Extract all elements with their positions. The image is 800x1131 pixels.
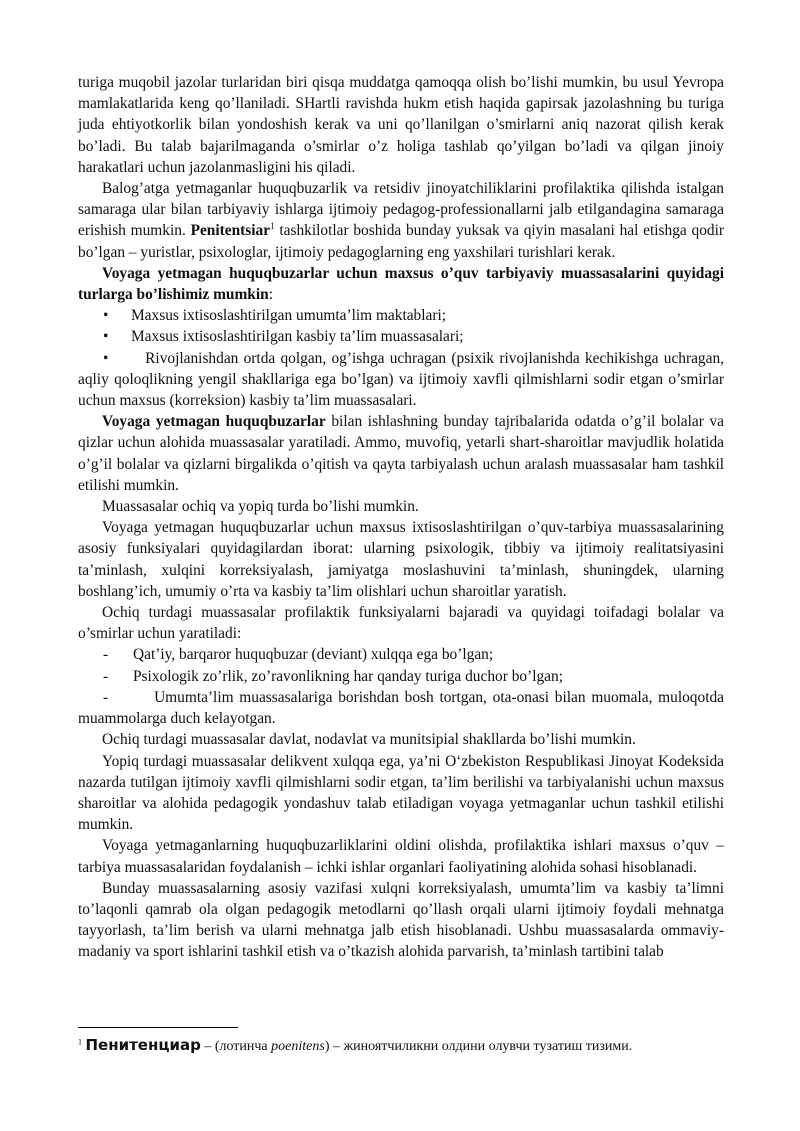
bullet-icon: •: [103, 349, 109, 367]
paragraph-2-text-a: Balog’atga yetmaganlar huquqbuzarlik va retsidiv jinoyatchiliklarini profilaktika qilishda istalgan samaraga ular bilan tarbiyaviy ishlarga ijtimoiy pedagog-professionallarni jalb etilgandagina samaraga erishish mumkin.: [78, 180, 724, 240]
paragraph-5: Muassasalar ochiq va yopiq turda bo’lishi mumkin.: [102, 498, 419, 516]
document-body: [78, 72, 724, 963]
list-item-text: Maxsus ixtisoslashtirilgan umumta’lim maktablari;: [131, 307, 447, 325]
paragraph-4-text: bilan ishlashning bunday tajribalarida odatda o’g’il bolalar va qizlar uchun alohida muassasalar yaratiladi. Ammo, muvofiq, yetarli shart-sharoitlar mavjudlik holatida o’g’il bolalar va qizlarni birgalikda o’qitish va qayta tarbiyalash uchun aralash muassasalar ham tashkil etilishi mumkin.: [78, 413, 724, 494]
dash-item-text: Psixologik zo’rlik, zo’ravonlikning har qanday turiga duchor bo’lgan;: [133, 667, 563, 685]
juvenile-offenders-term: Voyaga yetmagan huquqbuzarlar: [102, 413, 326, 431]
footnote-text-a: – (лотинча: [200, 1039, 272, 1054]
footnote-divider: [78, 1027, 238, 1028]
dash-icon: -: [103, 667, 109, 685]
list-item: [78, 348, 724, 412]
dash-list-item: [78, 644, 724, 665]
footnote: [78, 1036, 724, 1056]
paragraph-4: [78, 411, 724, 496]
list-item-text: Rivojlanishdan ortda qolgan, og’ishga uchragan (psixik rivojlanishda kechikishga uchragan, aqliy qoloqlikning yengil shakllariga ega bo’lgan) va ijtimoiy xavfli qilmishlarni sodir etgan o’smirlar uchun maxsus (korreksion) kasbiy ta’lim muassasalari.: [78, 349, 724, 410]
list-item: [78, 326, 724, 347]
paragraph-10: Voyaga yetmaganlarning huquqbuzarliklarini oldini olishda, profilaktika ishlari maxsus o’quv – tarbiya muassasalaridan foydalanish – ichki ishlar organlari faoliyatining alohida sohasi hisoblanadi.: [78, 837, 724, 876]
footnote-number: 1: [78, 1037, 82, 1047]
bullet-icon: •: [103, 328, 109, 346]
list-item-text: Maxsus ixtisoslashtirilgan kasbiy ta’lim muassasalari;: [131, 328, 464, 346]
dash-list-item: [78, 666, 724, 687]
paragraph-1: turiga muqobil jazolar turlaridan biri qisqa muddatga qamoqqa olish bo’lishi mumkin, bu usul Yevropa mamlakatlarida keng qo’llaniladi. SHartli ravishda hukm etish haqida gapirsak jazolashning bu turiga juda ehtiyotkorlik bilan yondoshish kerak va uni qo’llanilgan o’smirlarni aniq nazorat qilish kerak bo’ladi. Bu talab bajarilmaganda o’smirlar o’z holiga tashlab qo’yilgan bo’ladi va qilgan jinoiy harakatlari uchun jazolanmasligini his qiladi.: [78, 74, 724, 176]
footnote-text-b: ) – жиноятчиликни олдини олувчи тузатиш тизими.: [324, 1039, 633, 1054]
paragraph-9: Yopiq turdagi muassasalar delikvent xulqqa ega, ya’ni O‘zbekiston Respublikasi Jinoyat Kodeksida nazarda tutilgan ijtimoiy xavfli qilmishlarni sodir etgan, ta’lim berilishi va tarbiyalanishi uchun maxsus sharoitlar va alohida pedagogik yondashuv talab etiladigan voyaga yetmaganlar uchun tashkil etilishi mumkin.: [78, 752, 724, 834]
paragraph-8: Ochiq turdagi muassasalar davlat, nodavlat va munitsipial shakllarda bo’lishi mumkin.: [102, 731, 636, 749]
paragraph-11: Bunday muassasalarning asosiy vazifasi xulqni korreksiyalash, umumta’lim va kasbiy ta’limni to’laqonli qamrab ola olgan pedagogik metodlarni qo’llash orqali ularni ijtimoiy foydali mehnatga tayyorlash, ta’lim berish va ularni mehnatga jalb etish hisoblanadi. Ushbu muassasalarda ommaviy-madaniy va sport ishlarini tashkil etish va o’tkazish alohida parvarish, ta’minlash tartibini talab: [78, 879, 724, 961]
paragraph-2-text-b: tashkilotlar boshida bunday yuksak va qiyin masalani hal etishga qodir bo’lgan – yuristlar, psixologlar, ijtimoiy pedagoglarning eng yaxshilari turishlari kerak.: [78, 222, 724, 261]
dash-item-text: Qat’iy, barqaror huquqbuzar (deviant) xulqqa ega bo’lgan;: [133, 646, 494, 664]
footnote-term: Пенитенциар: [85, 1036, 201, 1054]
footnote-latin: poenitens: [271, 1039, 325, 1054]
paragraph-7: Ochiq turdagi muassasalar profilaktik funksiyalarni bajaradi va quyidagi toifadagi bolalar va o’smirlar uchun yaratiladi:: [78, 604, 724, 643]
footnote-ref[interactable]: 1: [270, 221, 275, 232]
institutions-types-heading: Voyaga yetmagan huquqbuzarlar uchun maxsus o’quv tarbiyaviy muassasalarini quyidagi turlarga bo’lishimiz mumkin: [78, 264, 724, 304]
dash-icon: -: [103, 646, 109, 664]
paragraph-3-heading: [78, 263, 724, 305]
dash-item-text: Umumta’lim muassasalariga borishdan bosh tortgan, ota-onasi bilan muomala, muloqotda muammolarga duch kelayotgan.: [78, 688, 725, 728]
dash-icon: -: [103, 688, 109, 706]
dash-list-item: [78, 687, 724, 729]
paragraph-2: [78, 178, 724, 263]
list-item: [78, 305, 724, 326]
penitentsiar-term: Penitentsiar: [190, 222, 271, 240]
heading-colon: :: [268, 286, 273, 304]
bullet-icon: •: [103, 307, 109, 325]
paragraph-6: Voyaga yetmagan huquqbuzarlar uchun maxsus ixtisoslashtirilgan o’quv-tarbiya muassasalarining asosiy funksiyalari quyidagilardan iborat: ularning psixologik, tibbiy va ijtimoiy realitatsiyasini ta’minlash, xulqini korreksiyalash, jamiyatga moslashuvini taʼminlash, shuningdek, ularning boshlang’ich, umumiy o’rta va kasbiy ta’lim olishlari uchun sharoitlar yaratish.: [78, 519, 724, 600]
